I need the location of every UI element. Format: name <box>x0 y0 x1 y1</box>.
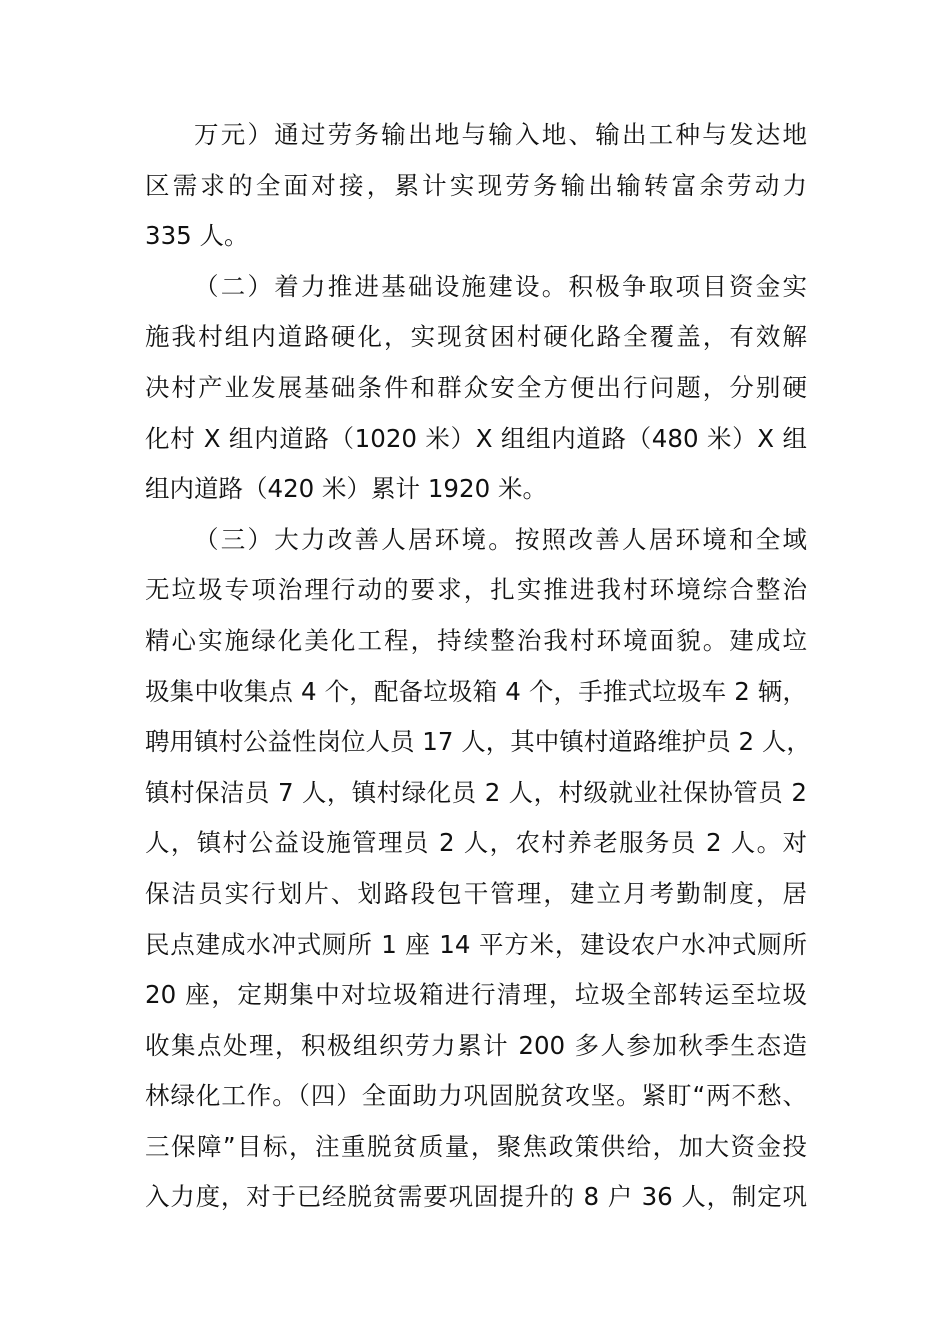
text-line: 圾集中收集点 4 个，配备垃圾箱 4 个，手推式垃圾车 2 辆， <box>145 676 807 706</box>
section-heading-line: （三）大力改善人居环境。按照改善人居环境和全域 <box>194 524 807 554</box>
text-line: 民点建成水冲式厕所 1 座 14 平方米，建设农户水冲式厕所 <box>145 929 807 959</box>
text-line: 区需求的全面对接，累计实现劳务输出输转富余劳动力 <box>145 170 807 200</box>
text-line: 组内道路（420 米）累计 1920 米。 <box>145 474 547 504</box>
text-line: 保洁员实行划片、划路段包干管理，建立月考勤制度，居 <box>145 878 807 908</box>
text-line: 决村产业发展基础条件和群众安全方便出行问题，分别硬 <box>145 372 807 402</box>
document-page <box>145 110 811 1223</box>
text-line: 聘用镇村公益性岗位人员 17 人，其中镇村道路维护员 2 人， <box>145 727 811 757</box>
text-line: 335 人。 <box>145 221 249 251</box>
text-line: 人，镇村公益设施管理员 2 人，农村养老服务员 2 人。对 <box>145 828 807 858</box>
text-line: 三保障”目标，注重脱贫质量，聚焦政策供给，加大资金投 <box>145 1131 807 1161</box>
text-line: 入力度，对于已经脱贫需要巩固提升的 8 户 36 人，制定巩 <box>145 1182 807 1212</box>
text-line: 收集点处理，积极组织劳力累计 200 多人参加秋季生态造 <box>145 1030 807 1060</box>
text-line: 化村 X 组内道路（1020 米）X 组组内道路（480 米）X 组 <box>145 423 807 453</box>
text-line: 施我村组内道路硬化，实现贫困村硬化路全覆盖，有效解 <box>145 322 807 352</box>
text-line: 万元）通过劳务输出地与输入地、输出工种与发达地 <box>194 120 807 149</box>
text-line: 精心实施绿化美化工程，持续整治我村环境面貌。建成垃 <box>145 625 807 655</box>
text-line: 镇村保洁员 7 人，镇村绿化员 2 人，村级就业社保协管员 2 <box>145 777 807 807</box>
text-line: 无垃圾专项治理行动的要求，扎实推进我村环境综合整治 <box>145 575 807 605</box>
text-line: 20 座，定期集中对垃圾箱进行清理，垃圾全部转运至垃圾 <box>145 980 807 1010</box>
section-heading-line: （二）着力推进基础设施建设。积极争取项目资金实 <box>194 271 807 301</box>
text-line: 林绿化工作。（四）全面助力巩固脱贫攻坚。紧盯“两不愁、 <box>145 1081 807 1111</box>
